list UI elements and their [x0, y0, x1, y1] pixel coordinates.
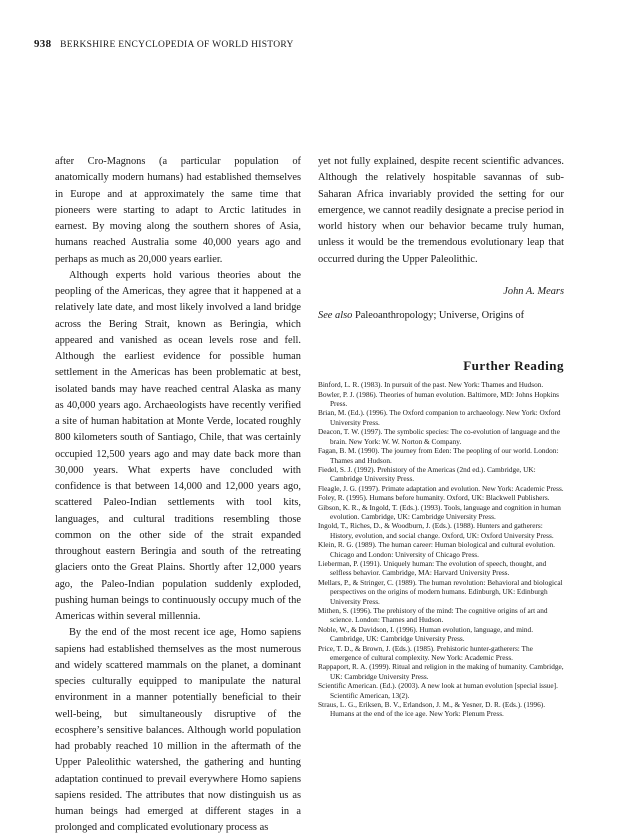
- author-signature: John A. Mears: [503, 285, 564, 297]
- reference-item: Deacon, T. W. (1997). The symbolic species: The co-evolution of language and the brain. New York: W. W. Norton & Company.: [318, 427, 560, 446]
- see-also: [318, 308, 564, 324]
- see-also-links: Paleoanthropology; Universe, Origins of: [354, 310, 525, 321]
- reference-item: Fiedel, S. J. (1992). Prehistory of the Americas (2nd ed.). Cambridge, UK: Cambridge University Press.: [318, 464, 536, 484]
- right-column: [318, 154, 564, 719]
- reference-item: Foley, R. (1995). Humans before humanity. Oxford, UK: Blackwell Publishers.: [318, 493, 550, 503]
- reference-item: Ingold, T., Riches, D., & Woodburn, J. (Eds.). (1988). Hunters and gatherers: History, evolution, and social change. Oxford, UK: Oxford University Press.: [318, 521, 554, 540]
- reference-item: Mellars, P., & Stringer, C. (1989). The human revolution: Behavioral and biological perspectives on the origins of modern humans. Edinburgh, UK: Edinburgh University Press.: [318, 577, 563, 606]
- reference-item: Straus, L. G., Eriksen, B. V., Erlandson, J. M., & Yesner, D. R. (Eds.). (1996). Humans at the end of the ice age. New York: Plenum Press.: [318, 700, 546, 719]
- reference-item: Fagan, B. M. (1990). The journey from Eden: The peopling of our world. London: Thames and Hudson.: [318, 446, 559, 465]
- body-paragraph: By the end of the most recent ice age, Homo sapiens sapiens had established themselves as the most numerous and widely scattered mammals on the planet, a dominant species culturally equipped to manipulate the natural environment in a manner potentially beneficial to their well-being, but simultaneously disruptive of the ecosphere’s sensitive balances. Although world population had probably reached 10 million in the aftermath of the Upper Paleolithic watershed, the gathering and hunting adaptation continued to prevail everywhere Homo sapiens sapiens resided. The attributes that now distinguish us as human beings had emerged at different stages in a prolonged and complicated evolutionary process as: [55, 627, 301, 834]
- further-reading-heading: Further Reading: [463, 358, 564, 374]
- reference-item: Fleagle, J. G. (1997). Primate adaptation and evolution. New York: Academic Press.: [318, 483, 564, 493]
- reference-item: Rappaport, R. A. (1999). Ritual and religion in the making of humanity. Cambridge, UK: Cambridge University Press.: [318, 662, 564, 681]
- running-header: [34, 38, 294, 50]
- running-title: BERKSHIRE ENCYCLOPEDIA OF WORLD HISTORY: [60, 40, 294, 50]
- body-paragraph: after Cro-Magnons (a particular population of anatomically modern humans) had established themselves in Europe and at approximately the same time that pioneers were starting to adapt to Arctic latitudes in earnest. By moving along the southern shores of Asia, humans reached Australia some 40,000 years ago and perhaps as much as 20,000 years earlier.: [55, 156, 301, 265]
- reference-item: Brian, M. (Ed.). (1996). The Oxford companion to archaeology. New York: Oxford University Press.: [318, 408, 561, 427]
- reference-item: Bowler, P. J. (1986). Theories of human evolution. Baltimore, MD: Johns Hopkins Press.: [318, 389, 559, 409]
- body-paragraph: yet not fully explained, despite recent scientific advances. Although the relatively hospitable savannas of sub-Saharan Africa invariably provided the setting for our emergence, we cannot readily designate a precise period in world history when our behavior became truly human, unless it would be the tremendous evolutionary leap that occurred during the Upper Paleolithic.: [318, 156, 564, 265]
- reference-list: [318, 380, 564, 719]
- see-also-label: See also: [318, 310, 353, 321]
- reference-item: Price, T. D., & Brown, J. (Eds.). (1985). Prehistoric hunter-gatherers: The emergence of cultural complexity. New York: Academic Press.: [318, 643, 533, 663]
- reference-item: Gibson, K. R., & Ingold, T. (Eds.). (1993). Tools, language and cognition in human evolution. Cambridge, UK: Cambridge University Press.: [318, 502, 561, 521]
- left-column: [55, 154, 301, 837]
- reference-item: Binford, L. R. (1983). In pursuit of the past. New York: Thames and Hudson.: [318, 380, 544, 390]
- reference-item: Lieberman, P. (1991). Uniquely human: The evolution of speech, thought, and selfless behavior. Cambridge, MA: Harvard University Press.: [318, 558, 547, 578]
- body-paragraph: Although experts hold various theories about the peopling of the Americas, they agree that it happened at a relatively late date, and most likely involved a land bridge across the Bering Strait, known as Beringia, which appeared and vanished as ocean levels rose and fell. Although the earliest evidence for possible human settlement in the Americas has been problematic at best, isolated bands may have reached central Alaska as many as 40,000 years ago. Archaeologists have recently verified a site of human habitation at Monte Verde, located roughly 800 kilometers south of Santiago, Chile, that was certainly occupied 12,500 years ago and may date back more than 30,000 years. What experts have concluded with confidence is that between 14,000 and 12,000 years ago, scattered Paleo-Indian settlements with tool kits, languages, and cultural traditions resembling those common on the other side of the strait expanded throughout eastern Beringia and south of the retreating glaciers onto the Great Plains. Shortly after 12,000 years ago, the Paleo-Indian population suddenly exploded, pushing human beings to continuously occupy much of the Americas within several millennia.: [55, 269, 301, 622]
- reference-item: Klein, R. G. (1989). The human career: Human biological and cultural evolution. Chicago and London: University of Chicago Press.: [318, 540, 555, 559]
- reference-item: Mithen, S. (1996). The prehistory of the mind: The cognitive origins of art and science. London: Thames and Hudson.: [318, 606, 548, 625]
- reference-item: Scientific American. (Ed.). (2003). A new look at human evolution [special issue]. Scientific American, 13(2).: [318, 681, 558, 700]
- page-number: 938: [34, 38, 52, 50]
- reference-item: Noble, W., & Davidson, I. (1996). Human evolution, language, and mind. Cambridge, UK: Cambridge University Press.: [318, 624, 534, 644]
